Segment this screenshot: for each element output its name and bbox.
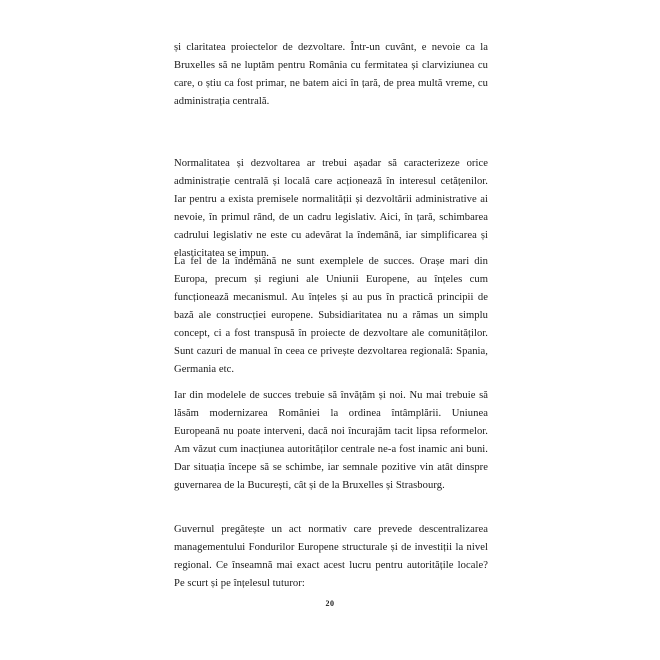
paragraph-text: Iar din modelele de succes trebuie să învățăm și noi. Nu mai trebuie să lăsăm modernizarea României la ordinea întâmplării. Uniunea Europeană nu poate interveni, dacă noi încurajăm tacit lipsa reformelor. Am văzut cum inacțiunea autorităților centrale ne-a fost inamic ani buni. Dar situația începe să se schimbe, iar semnale pozitive vin atât dinspre guvernarea de la București, cât și de la Bruxelles și Strasbourg. bbox=[174, 390, 488, 491]
paragraph-text: Normalitatea și dezvoltarea ar trebui așadar să caracterizeze orice administrație centrală și locală care acționează în interesul cetățenilor. Iar pentru a exista premisele normalității și dezvoltării administrative ai nevoie, în primul rând, de un cadru legislativ. Aici, în țară, schimbarea cadrului legislativ ne este cu adevărat la îndemână, iar simplificarea și elasticitatea se impun. bbox=[174, 158, 488, 259]
page-number: 20 bbox=[325, 599, 335, 608]
paragraph-3 bbox=[174, 253, 488, 379]
paragraph-text: La fel de la îndemână ne sunt exemplele de succes. Orașe mari din Europa, precum și regiuni ale Uniunii Europene, au înțeles cum funcționează mecanismul. Au înțeles și au pus în practică principii de bază ale construcției europene. Subsidiaritatea nu a rămas un simplu concept, ci a fost transpusă în proiecte de dezvoltare ale comunităților. Sunt cazuri de manual în ceea ce privește dezvoltarea regională: Spania, Germania etc. bbox=[174, 256, 488, 375]
paragraph-text: și claritatea proiectelor de dezvoltare. Într-un cuvânt, e nevoie ca la Bruxelles să ne luptăm pentru România cu fermitatea și clarviziunea cu care, o știu ca fost primar, ne batem aici în țară, de prea multă vreme, cu administrația centrală. bbox=[174, 42, 488, 107]
paragraph-1 bbox=[174, 39, 488, 111]
paragraph-5 bbox=[174, 521, 488, 593]
paragraph-4 bbox=[174, 387, 488, 495]
paragraph-2 bbox=[174, 155, 488, 263]
paragraph-text: Guvernul pregătește un act normativ care prevede descentralizarea managementului Fondurilor Europene structurale și de investiții la nivel regional. Ce înseamnă mai exact acest lucru pentru autoritățile locale? Pe scurt și pe înțelesul tuturor: bbox=[174, 524, 488, 589]
